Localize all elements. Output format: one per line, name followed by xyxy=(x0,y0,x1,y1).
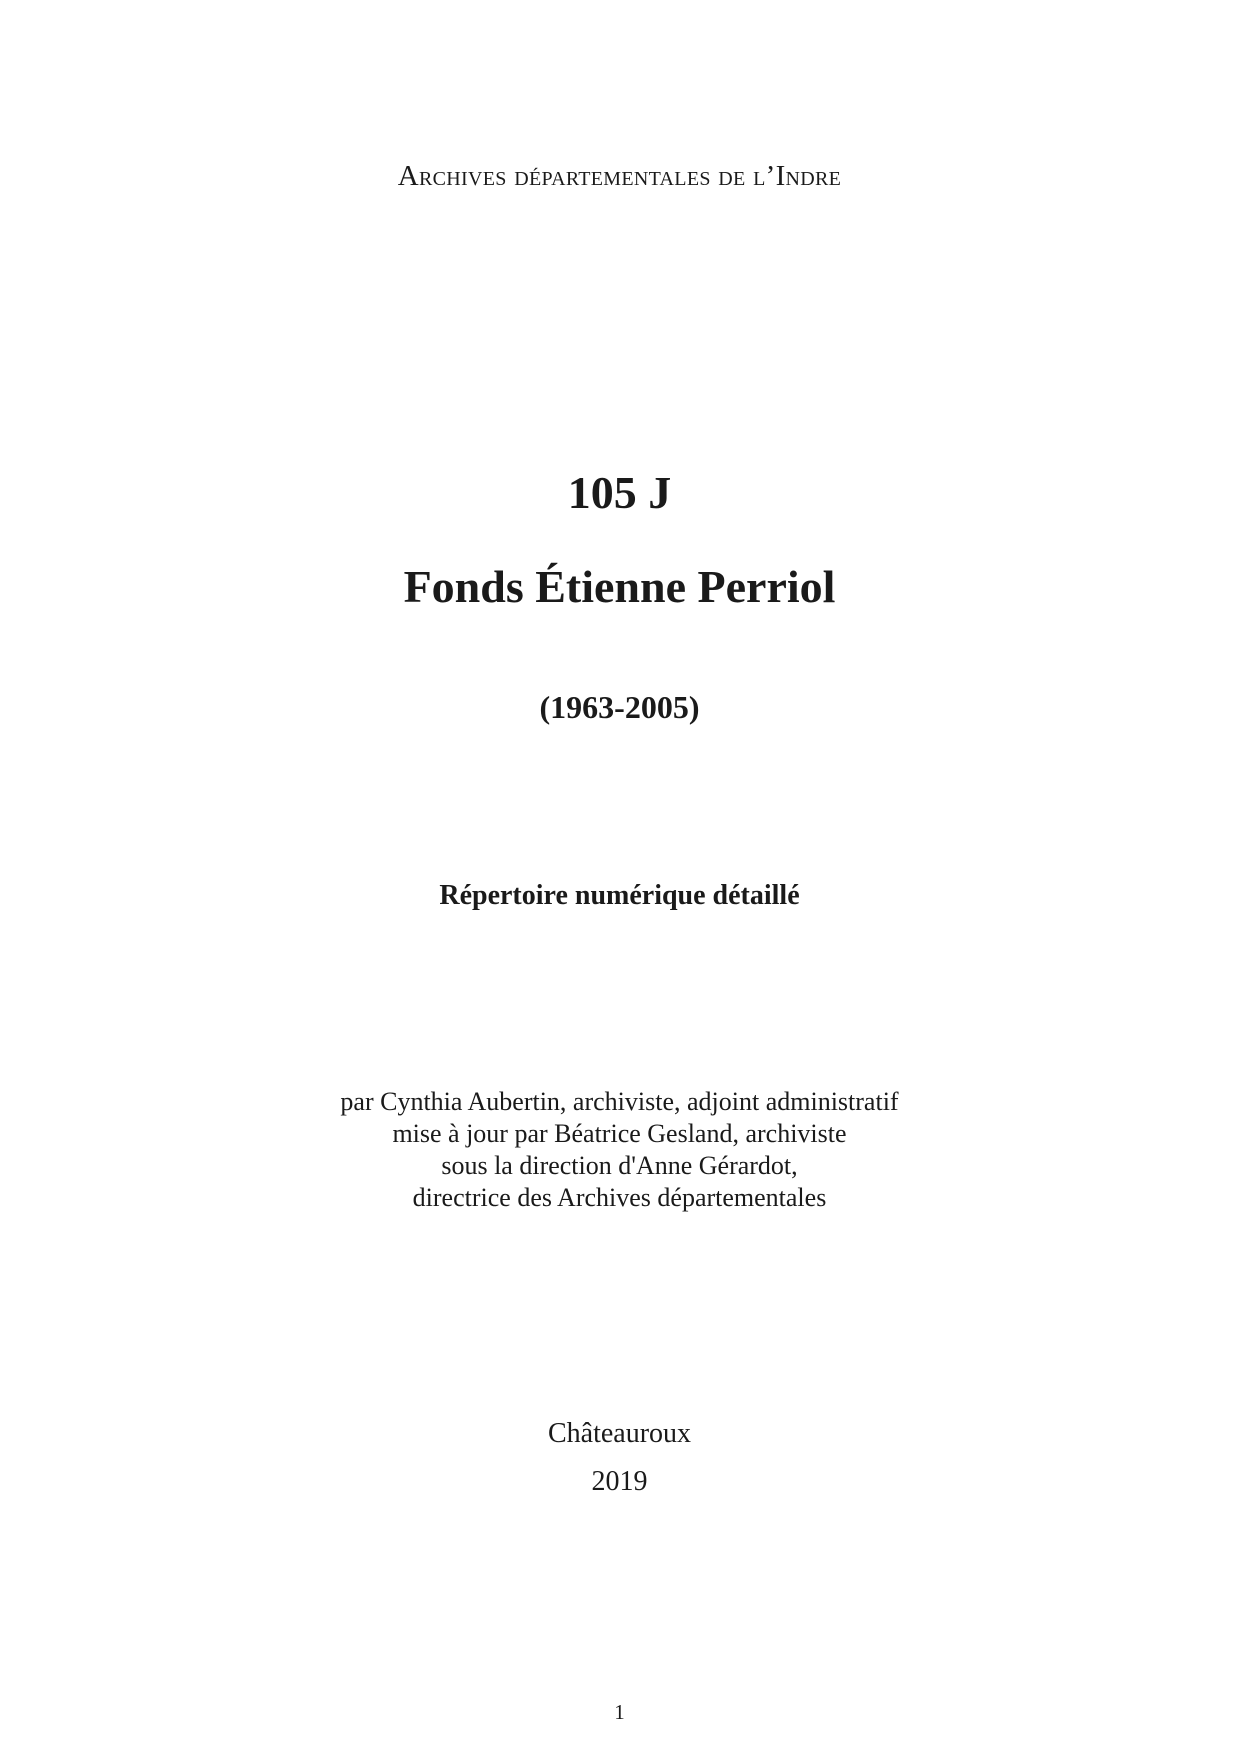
credit-line-author: par Cynthia Aubertin, archiviste, adjoint administratif xyxy=(340,1087,899,1116)
fonds-dates: (1963-2005) xyxy=(539,689,700,725)
credits-block xyxy=(0,1086,1239,1214)
page-number: 1 xyxy=(614,1700,625,1724)
credit-line-update: mise à jour par Béatrice Gesland, archiviste xyxy=(392,1119,847,1148)
fonds-title: Fonds Étienne Perriol xyxy=(403,561,836,612)
fonds-cote: 105 J xyxy=(567,467,672,518)
document-type: Répertoire numérique détaillé xyxy=(439,880,800,911)
credit-line-direction: sous la direction d'Anne Gérardot, xyxy=(441,1151,798,1180)
credit-line-director-title: directrice des Archives départementales xyxy=(412,1183,827,1212)
institution-header: Archives départementales de l’Indre xyxy=(397,160,842,192)
imprint-place: Châteauroux xyxy=(547,1418,692,1449)
imprint-year: 2019 xyxy=(591,1466,648,1497)
